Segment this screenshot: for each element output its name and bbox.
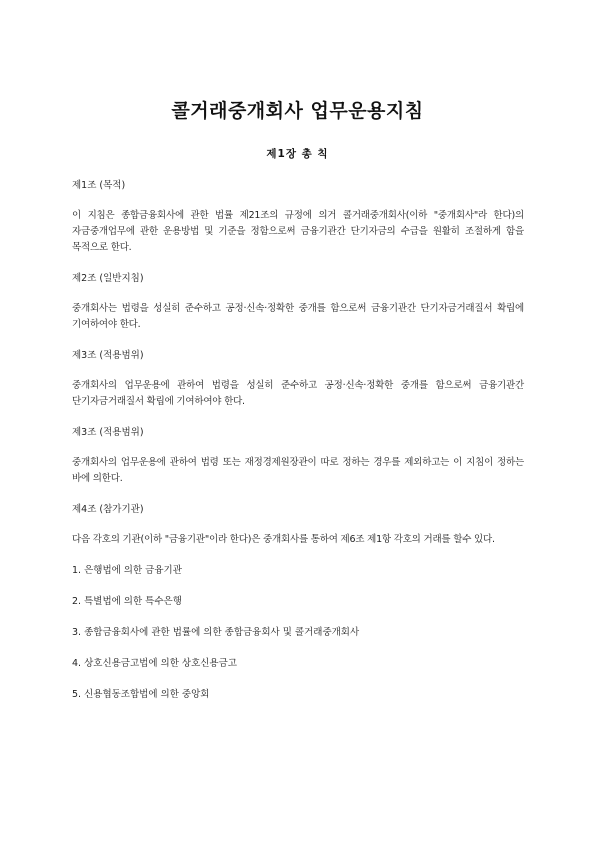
article-3b-body: 중개회사의 업무운용에 관하여 법령 또는 재정경제원장관이 따로 정하는 경우를 제외하고는 이 지침이 정하는 바에 의한다. <box>72 457 524 484</box>
article-4-heading: 제4조 (참가기관) <box>72 504 144 515</box>
article-1-body: 이 지침은 종합금융회사에 관한 법률 제21조의 규정에 의거 콜거래중개회사(이하 "중개회사"라 한다)의 자금중개업무에 관한 운용방법 및 기준을 정함으로써 금융기관간 단기자금의 수급을 원활히 조절하게 함을 목적으로 한다. <box>72 210 524 253</box>
chapter-heading: 제1장 총 칙 <box>266 148 329 160</box>
list-item-2: 2. 특별법에 의한 특수은행 <box>72 596 182 607</box>
list-item-5: 5. 신용협동조합법에 의한 중앙회 <box>72 689 210 700</box>
list-item-1: 1. 은행법에 의한 금융기관 <box>72 565 182 576</box>
article-3-heading: 제3조 (적용범위) <box>72 350 144 361</box>
document-title: 콜거래중개회사 업무운용지침 <box>171 100 424 122</box>
list-item-3: 3. 종합금융회사에 관한 법률에 의한 종합금융회사 및 콜거래중개회사 <box>72 627 360 638</box>
list-item-4: 4. 상호신용금고법에 의한 상호신용금고 <box>72 658 237 669</box>
article-3b-heading: 제3조 (적용범위) <box>72 427 144 438</box>
document-body <box>72 178 524 718</box>
article-1-heading: 제1조 (목적) <box>72 180 126 191</box>
article-3-body: 중개회사의 업무운용에 관하여 법령을 성실히 준수하고 공정·신속·정확한 중개를 함으로써 금융기관간 단기자금거래질서 확립에 기여하여야 한다. <box>72 380 524 407</box>
article-2-heading: 제2조 (일반지침) <box>72 273 144 284</box>
article-2-body: 중개회사는 법령을 성실히 준수하고 공정·신속·정확한 중개를 함으로써 금융기관간 단기자금거래질서 확립에 기여하여야 한다. <box>72 303 524 330</box>
article-4-body: 다음 각호의 기관(이하 "금융기관"이라 한다)은 중개회사를 통하여 제6조 제1항 각호의 거래를 할수 있다. <box>72 534 495 545</box>
